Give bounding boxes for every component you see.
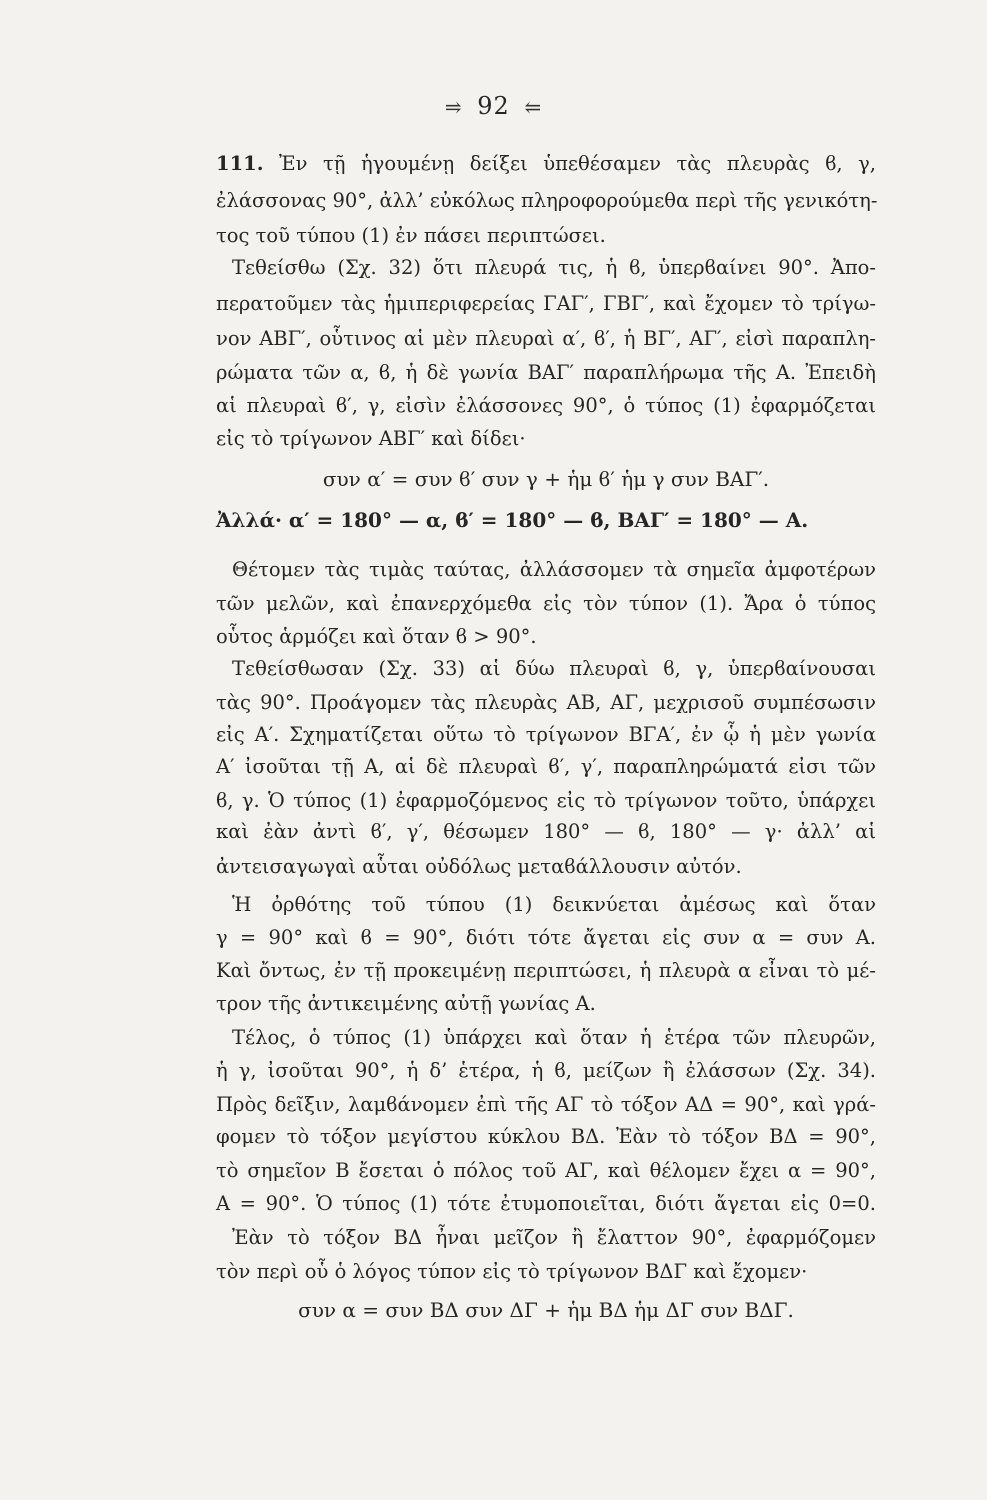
text-line-20: Ἡ ὀρθότης τοῦ τύπου (1) δεικνύεται ἀμέσως καὶ ὅταν bbox=[232, 893, 876, 916]
text-line-9: εἰς τὸ τρίγωνον ΑΒΓ′ καὶ δίδει· bbox=[216, 427, 526, 450]
left-ornament-icon: ⥤ bbox=[444, 95, 463, 119]
text-line-15: εἰς Α′. Σχηματίζεται οὕτω τὸ τρίγωνον ΒΓΑ′, ἐν ᾧ ἡ μὲν γωνία bbox=[216, 723, 876, 746]
equation-2: Ἀλλά· α′ = 180° — α, ϐ′ = 180° — ϐ, ΒΑΓ′ = 180° — Α. bbox=[216, 508, 809, 532]
page-header bbox=[0, 92, 987, 120]
line-text: Ἐν τῇ ἡγουμένῃ δείξει ὑπεθέσαμεν τὰς πλευρὰς ϐ, γ, bbox=[263, 152, 876, 175]
text-line-28: τὸ σημεῖον Β ἔσεται ὁ πόλος τοῦ ΑΓ, καὶ θέλομεν ἔχει α = 90°, bbox=[216, 1159, 876, 1182]
text-line-5: περατοῦμεν τὰς ἡμιπεριφερείας ΓΑΓ′, ΓΒΓ′, καὶ ἔχομεν τὸ τρίγω- bbox=[216, 292, 876, 315]
text-line-29: Α = 90°. Ὁ τύπος (1) τότε ἐτυμοποιεῖται, διότι ἄγεται εἰς 0=0. bbox=[216, 1192, 876, 1215]
text-line-27: φομεν τὸ τόξον μεγίστου κύκλου ΒΔ. Ἐὰν τὸ τόξον ΒΔ = 90°, bbox=[216, 1125, 876, 1148]
text-line-10: Θέτομεν τὰς τιμὰς ταύτας, ἀλλάσσομεν τὰ σημεῖα ἀμφοτέρων bbox=[232, 558, 876, 581]
right-ornament-icon: ⥢ bbox=[524, 95, 543, 119]
text-line-14: τὰς 90°. Προάγομεν τὰς πλευρὰς ΑΒ, ΑΓ, μεχρισοῦ συμπέσωσιν bbox=[216, 691, 876, 714]
text-line-6: νον ΑΒΓ′, οὗτινος αἱ μὲν πλευραὶ α′, ϐ′, ἡ ΒΓ′, ΑΓ′, εἰσὶ παραπλη- bbox=[216, 327, 876, 350]
equation-1: συν α′ = συν ϐ′ συν γ + ἡμ ϐ′ ἡμ γ συν ΒΑΓ′. bbox=[322, 467, 770, 491]
text-line-8: αἱ πλευραὶ ϐ′, γ, εἰσὶν ἐλάσσονες 90°, ὁ τύπος (1) ἐφαρμόζεται bbox=[216, 394, 876, 417]
page-number: 92 bbox=[477, 92, 510, 120]
text-line-2: ἐλάσσονας 90°, ἀλλ’ εὐκόλως πληροφορούμεθα περὶ τῆς γενικότη- bbox=[216, 189, 878, 212]
text-line-30: Ἐὰν τὸ τόξον ΒΔ ἦναι μεῖζον ἢ ἔλαττον 90°, ἐφαρμόζομεν bbox=[232, 1226, 876, 1249]
text-line-19: ἀντεισαγωγαὶ αὗται οὐδόλως μεταϐάλλουσιν αὐτόν. bbox=[216, 855, 742, 878]
text-line-4: Τεθείσθω (Σχ. 32) ὅτι πλευρά τις, ἡ ϐ, ὑπερϐαίνει 90°. Ἀπο- bbox=[232, 256, 876, 279]
paragraph-number: 111. bbox=[216, 152, 264, 175]
text-line-22: Καὶ ὄντως, ἐν τῇ προκειμένῃ περιπτώσει, ἡ πλευρὰ α εἶναι τὸ μέ- bbox=[216, 959, 876, 982]
text-line-31: τὸν περὶ οὗ ὁ λόγος τύπον εἰς τὸ τρίγωνον ΒΔΓ καὶ ἔχομεν· bbox=[216, 1260, 808, 1283]
equation-3: συν α = συν ΒΔ συν ΔΓ + ἡμ ΒΔ ἡμ ΔΓ συν ΒΔΓ. bbox=[298, 1298, 794, 1322]
text-line-3: τος τοῦ τύπου (1) ἐν πάσει περιπτώσει. bbox=[216, 224, 606, 247]
text-line-25: ἡ γ, ἰσοῦται 90°, ἡ δ’ ἑτέρα, ἡ ϐ, μείζων ἢ ἐλάσσων (Σχ. 34). bbox=[216, 1059, 876, 1082]
text-line-7: ρώματα τῶν α, ϐ, ἡ δὲ γωνία ΒΑΓ′ παραπλήρωμα τῆς Α. Ἐπειδὴ bbox=[216, 361, 876, 384]
text-line-17: ϐ, γ. Ὁ τύπος (1) ἐφαρμοζόμενος εἰς τὸ τρίγωνον τοῦτο, ὑπάρχει bbox=[216, 789, 876, 812]
text-line-24: Τέλος, ὁ τύπος (1) ὑπάρχει καὶ ὅταν ἡ ἑτέρα τῶν πλευρῶν, bbox=[232, 1026, 876, 1049]
text-line-11: τῶν μελῶν, καὶ ἐπανερχόμεθα εἰς τὸν τύπον (1). Ἄρα ὁ τύπος bbox=[216, 592, 876, 615]
text-line-12: οὗτος ἁρμόζει καὶ ὅταν ϐ > 90°. bbox=[216, 625, 537, 648]
text-line-18: καὶ ἐὰν ἀντὶ ϐ′, γ′, θέσωμεν 180° — ϐ, 180° — γ· ἀλλ’ αἱ bbox=[216, 820, 876, 843]
text-line-13: Τεθείσθωσαν (Σχ. 33) αἱ δύω πλευραὶ ϐ, γ, ὑπερϐαίνουσαι bbox=[232, 657, 876, 680]
text-line-26: Πρὸς δεῖξιν, λαμϐάνομεν ἐπὶ τῆς ΑΓ τὸ τόξον ΑΔ = 90°, καὶ γρά- bbox=[216, 1093, 876, 1116]
text-line-21: γ = 90° καὶ ϐ = 90°, διότι τότε ἄγεται εἰς συν α = συν Α. bbox=[216, 926, 876, 949]
text-line-1 bbox=[216, 154, 876, 174]
text-line-16: Α′ ἰσοῦται τῇ Α, αἱ δὲ πλευραὶ ϐ′, γ′, παραπληρώματά εἰσι τῶν bbox=[216, 755, 876, 778]
text-line-23: τρον τῆς ἀντικειμένης αὐτῇ γωνίας Α. bbox=[216, 992, 596, 1015]
